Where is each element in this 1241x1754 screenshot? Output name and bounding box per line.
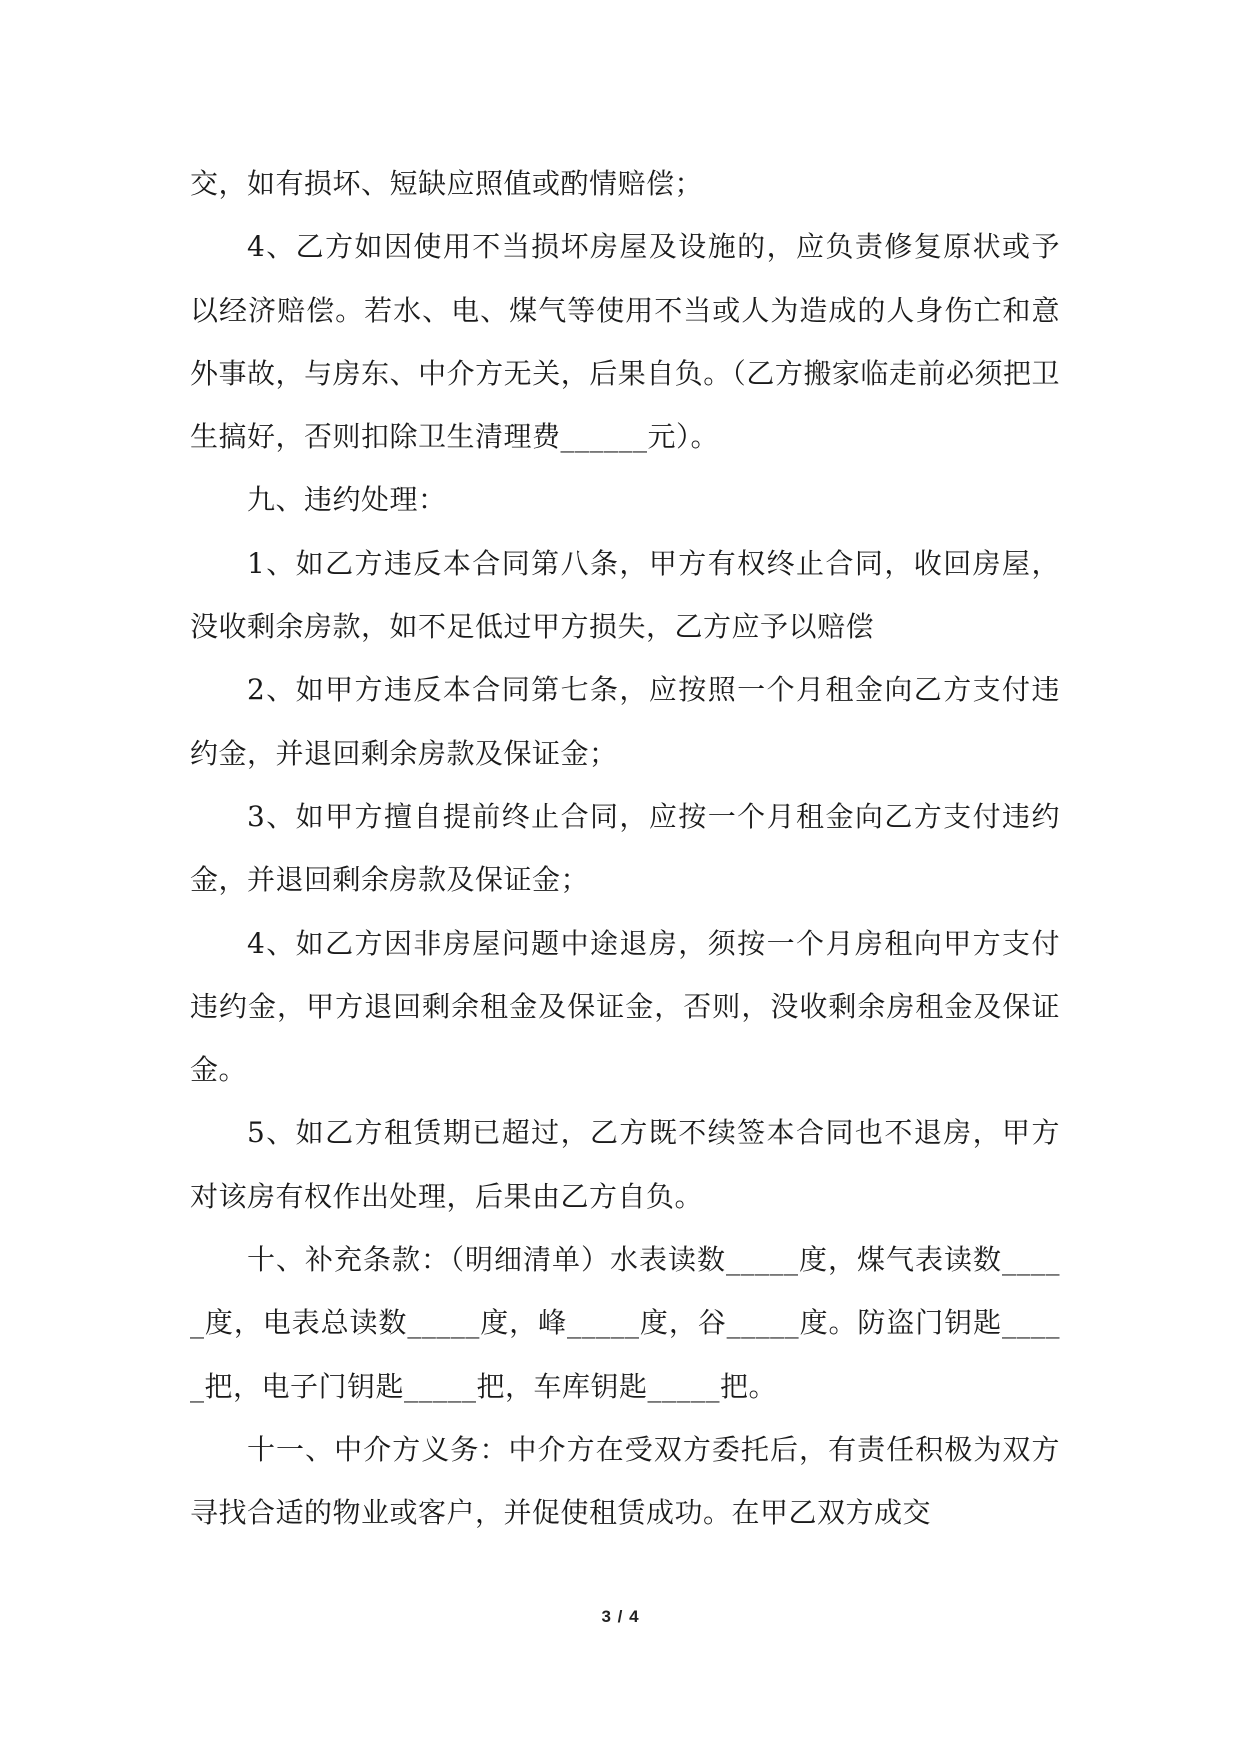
paragraph-breach-1: 1、如乙方违反本合同第八条，甲方有权终止合同，收回房屋，没收剩余房款，如不足低过甲方损失，乙方应予以赔偿 [190,546,1060,644]
paragraph-supplementary-terms: 十、补充条款：（明细清单）水表读数_____度，煤气表读数_____度，电表总读数_____度，峰_____度，谷_____度。防盗门钥匙_____把，电子门钥匙_____把，车库钥匙_____把。 [190,1243,1060,1403]
paragraph-agent-obligations: 十一、中介方义务：中介方在受双方委托后，有责任积极为双方寻找合适的物业或客户，并促使租赁成功。在甲乙双方成交 [190,1432,1060,1530]
page-number: 3 / 4 [601,1607,640,1626]
paragraph-continuation: 交，如有损坏、短缺应照值或酌情赔偿； [190,167,704,200]
paragraph-breach-4: 4、如乙方因非房屋问题中途退房，须按一个月房租向甲方支付违约金，甲方退回剩余租金及保证金，否则，没收剩余房租金及保证金。 [190,926,1060,1087]
paragraph-clause-4-damage: 4、乙方如因使用不当损坏房屋及设施的，应负责修复原状或予以经济赔偿。若水、电、煤气等使用不当或人为造成的人身伤亡和意外事故，与房东、中介方无关，后果自负。（乙方搬家临走前必须把卫生搞好，否则扣除卫生清理费______元）。 [190,230,1060,454]
paragraph-breach-2: 2、如甲方违反本合同第七条，应按照一个月租金向乙方支付违约金，并退回剩余房款及保证金； [190,673,1060,770]
document-body [190,152,1060,1545]
section-heading-breach: 九、违约处理： [247,483,447,517]
paragraph-breach-5: 5、如乙方租赁期已超过，乙方既不续签本合同也不退房，甲方对该房有权作出处理，后果由乙方自负。 [190,1116,1060,1213]
paragraph-breach-3: 3、如甲方擅自提前终止合同，应按一个月租金向乙方支付违约金，并退回剩余房款及保证金； [190,799,1060,897]
